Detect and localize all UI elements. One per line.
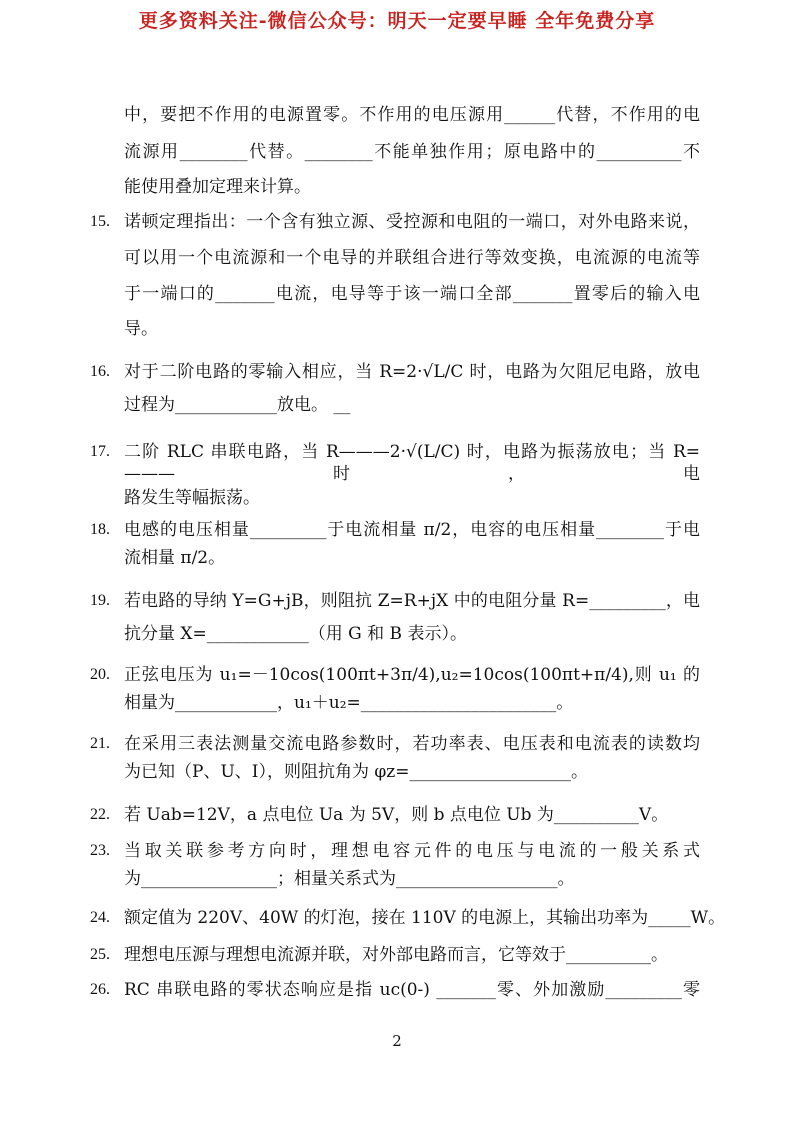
question-text-line: 理想电压源与理想电流源并联，对外部电路而言，它等效于__________。 [124, 945, 668, 965]
promo-header: 更多资料关注-微信公众号：明天一定要早睡 全年免费分享 [138, 10, 656, 32]
question-text-line: 若电路的导纳 Y=G+jB，则阻抗 Z=R+jX 中的电阻分量 R=_________，电 [124, 591, 700, 611]
question-text-line: 为已知（P、U、I），则阻抗角为 φz=___________________。 [124, 762, 588, 782]
question-text-line: RC 串联电路的零状态响应是指 uc(0-) _______零、外加激励_________零 [124, 980, 700, 1000]
question-number: 21. [90, 735, 110, 752]
question-number: 24. [90, 909, 110, 926]
question-text-line: 过程为____________放电。 __ [124, 395, 351, 415]
question-number: 22. [90, 806, 110, 823]
question-text-line: 于一端口的_______电流，电导等于该一端口全部_______置零后的输入电 [124, 284, 700, 304]
question-text-line: 为________________；相量关系式为___________________。 [124, 869, 575, 889]
intro-line: 流源用________代替。________不能单独作用；原电路中的__________不 [124, 142, 700, 162]
question-text-line: 相量为____________，u₁＋u₂=_______________________。 [124, 693, 574, 713]
intro-line: 能使用叠加定理来计算。 [124, 177, 311, 197]
question-text-line: 对于二阶电路的零输入相应，当 R=2·√L/C 时，电路为欠阻尼电路，放电 [124, 362, 700, 382]
question-text-line: 正弦电压为 u₁=－10cos(100πt+3π/4),u₂=10cos(100πt+π/4),则 u₁ 的 [124, 665, 700, 685]
question-number: 20. [90, 666, 110, 683]
intro-line: 中，要把不作用的电源置零。不作用的电压源用______代替，不作用的电 [124, 105, 700, 125]
question-text-line: 流相量 π/2。 [124, 548, 226, 568]
question-text-line: 电感的电压相量_________于电流相量 π/2，电容的电压相量________于电 [124, 520, 700, 540]
question-number: 17. [90, 443, 110, 460]
question-text-line: 路发生等幅振荡。 [124, 488, 260, 508]
question-number: 16. [90, 363, 110, 380]
question-text-line: 抗分量 X=____________（用 G 和 B 表示）。 [124, 624, 467, 644]
page-number: 2 [392, 1032, 402, 1050]
question-text-line: 额定值为 220V、40W 的灯泡，接在 110V 的电源上，其输出功率为_____W。 [124, 908, 726, 928]
question-text-line: 二阶 RLC 串联电路，当 R———2·√(L/C) 时，电路为振荡放电；当 R=———时，电 [124, 442, 700, 484]
question-number: 18. [90, 521, 110, 538]
question-number: 26. [90, 981, 110, 998]
question-text-line: 在采用三表法测量交流电路参数时，若功率表、电压表和电流表的读数均 [124, 734, 700, 754]
question-text-line: 导。 [124, 319, 158, 339]
question-text-line: 若 Uab=12V，a 点电位 Ua 为 5V，则 b 点电位 Ub 为__________V。 [124, 805, 669, 825]
question-text-line: 可以用一个电流源和一个电导的并联组合进行等效变换，电流源的电流等 [124, 248, 700, 268]
question-text-line: 诺顿定理指出：一个含有独立源、受控源和电阻的一端口，对外电路来说， [124, 212, 700, 232]
question-number: 23. [90, 842, 110, 859]
question-text-line: 当取关联参考方向时，理想电容元件的电压与电流的一般关系式 [124, 841, 700, 861]
question-number: 19. [90, 592, 110, 609]
question-number: 15. [90, 213, 110, 230]
question-number: 25. [90, 946, 110, 963]
